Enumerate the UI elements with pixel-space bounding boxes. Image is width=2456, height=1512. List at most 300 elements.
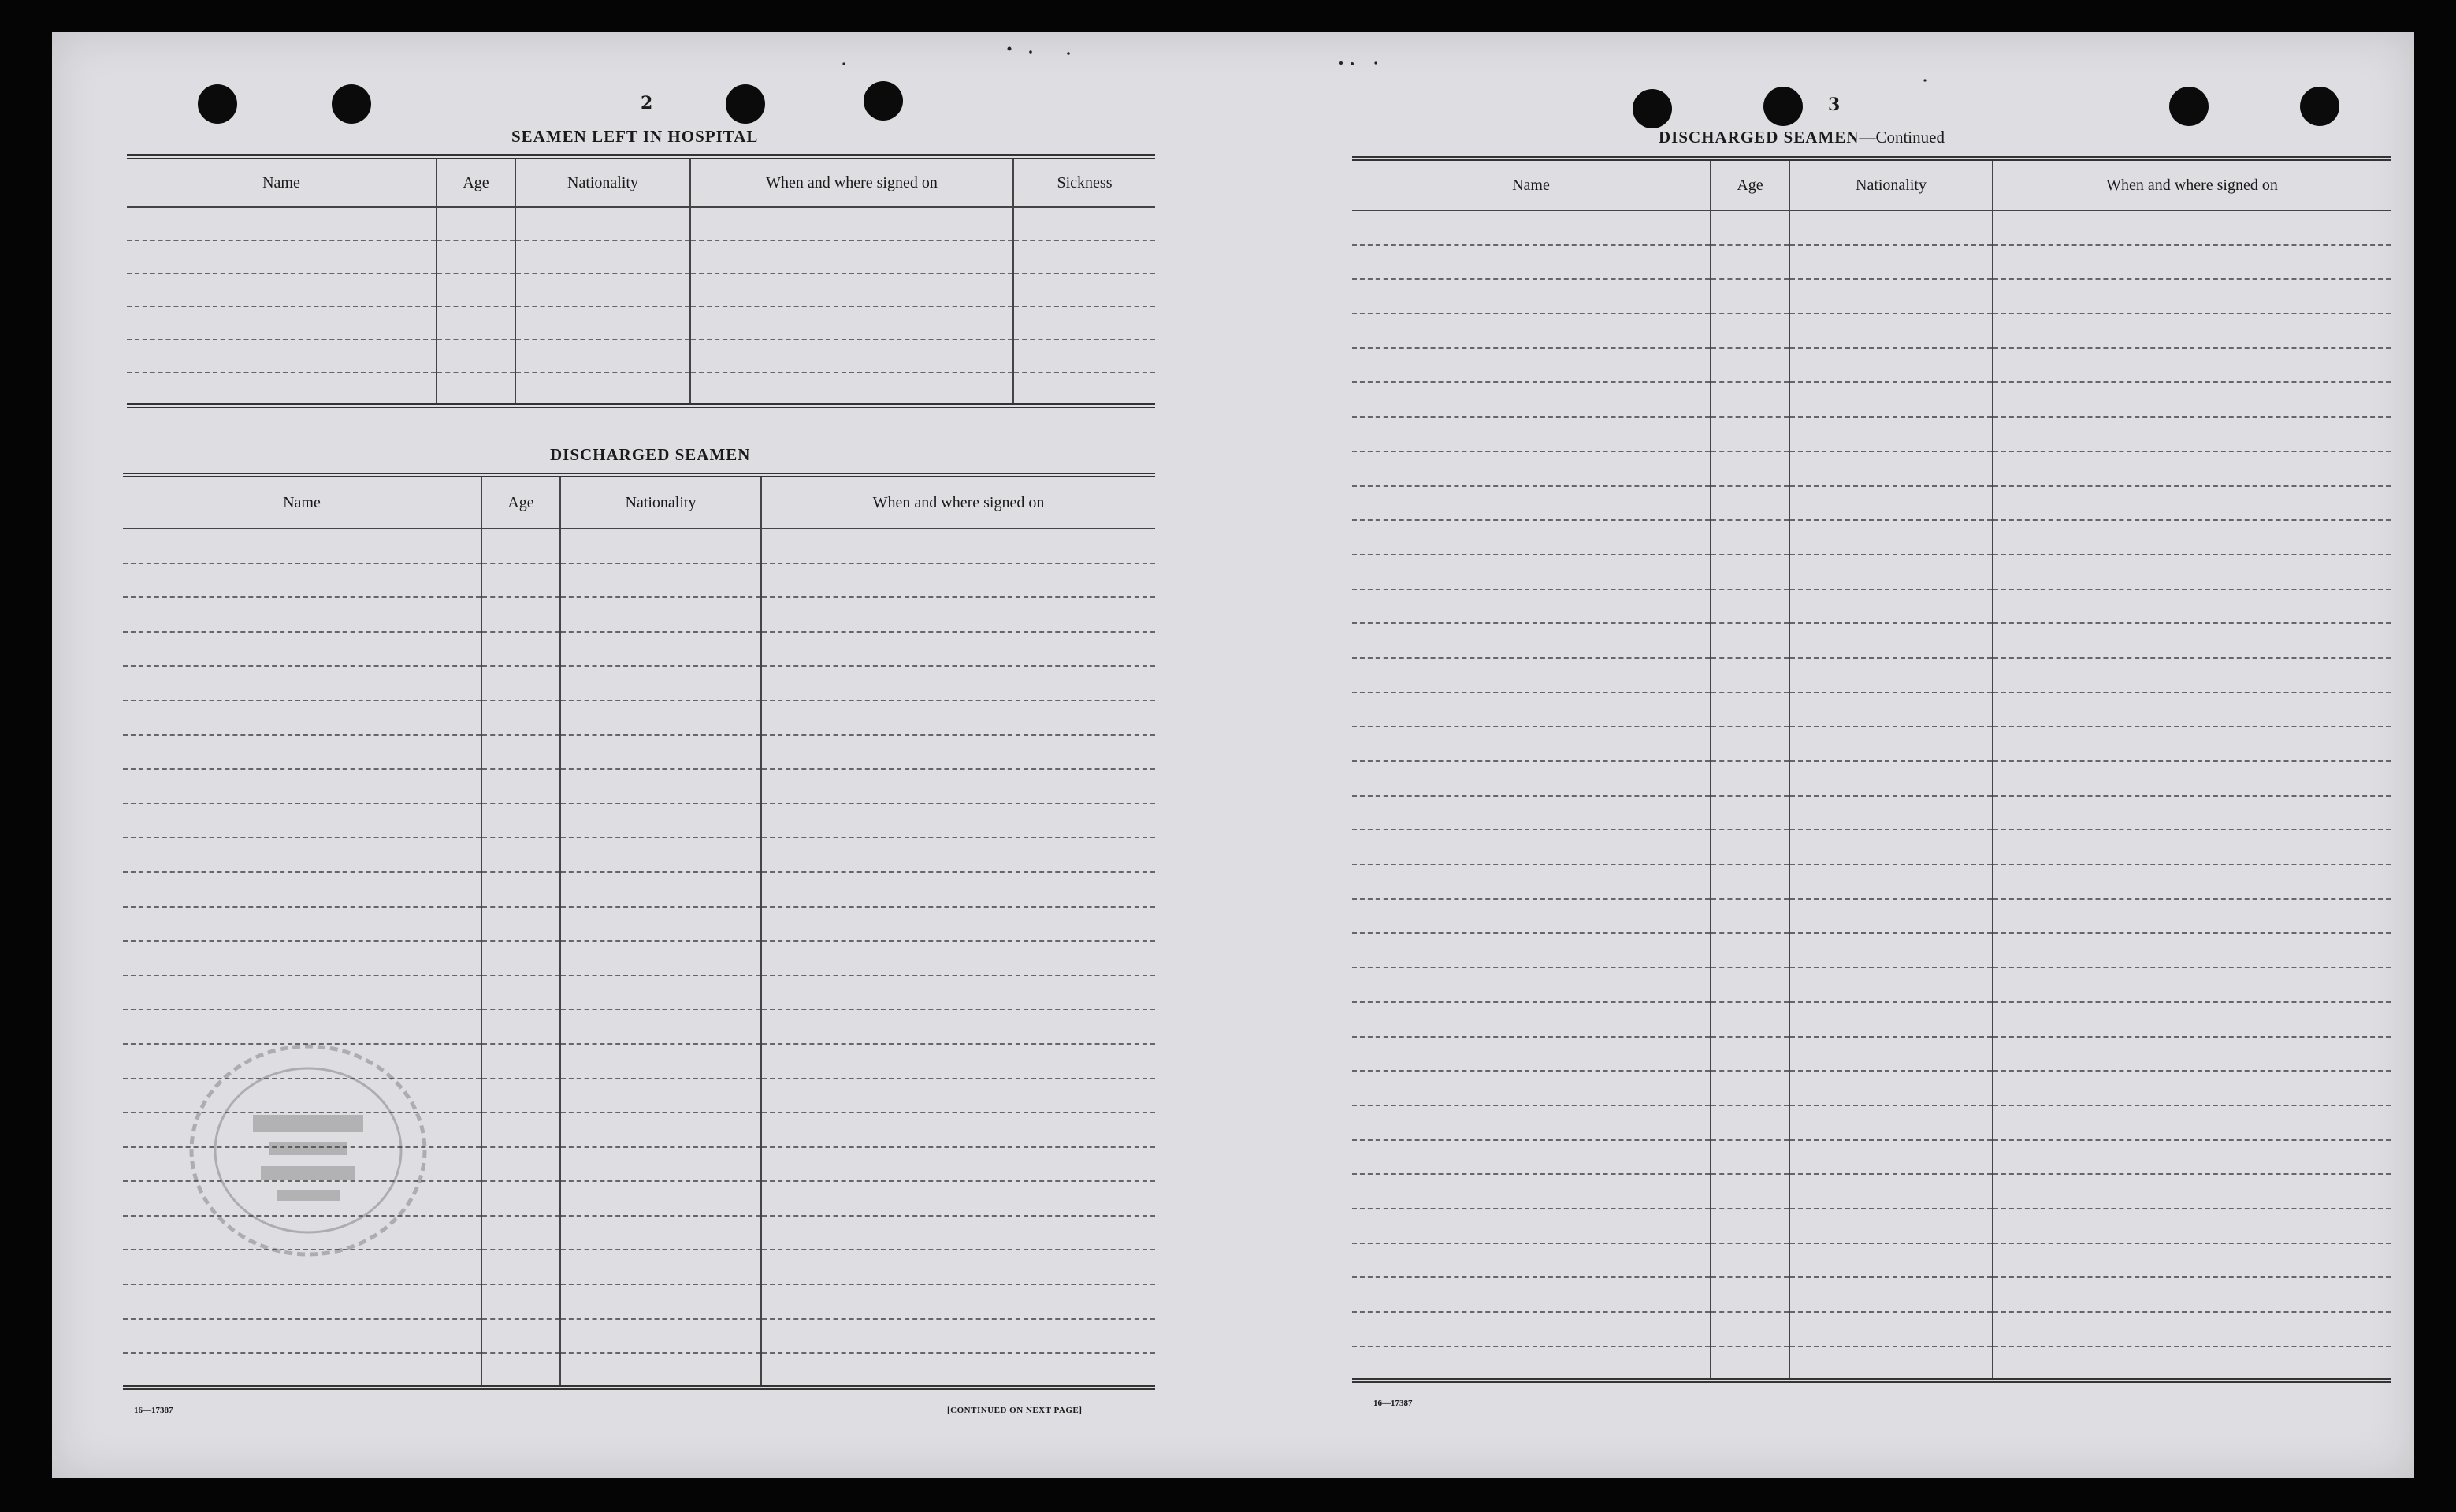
table-cell (1711, 1277, 1789, 1312)
table-cell (1352, 1277, 1711, 1312)
table-cell (560, 838, 761, 872)
table-cell (1352, 245, 1711, 280)
table-cell (1711, 348, 1789, 383)
table-cell (1352, 1071, 1711, 1105)
table-cell (481, 1079, 560, 1113)
table-cell (1352, 658, 1711, 693)
table-cell (761, 872, 1155, 907)
table-cell (1789, 1277, 1993, 1312)
table-cell (1711, 761, 1789, 796)
column-header-name: Name (123, 475, 481, 529)
table-cell (1352, 693, 1711, 727)
column-header-name: Name (1352, 158, 1711, 210)
table-cell (1352, 623, 1711, 658)
table-cell (123, 597, 481, 632)
table-cell (481, 1181, 560, 1216)
table-cell (1013, 306, 1155, 340)
table-cell (1711, 1243, 1789, 1278)
scanned-form-sheet (52, 32, 2414, 1478)
hospital-section-title: SEAMEN LEFT IN HOSPITAL (511, 127, 759, 146)
table-row (1352, 348, 2391, 383)
column-header-nationality: Nationality (515, 157, 690, 207)
table-cell (481, 666, 560, 700)
punch-hole (2169, 87, 2209, 126)
table-cell (123, 872, 481, 907)
table-cell (761, 563, 1155, 598)
table-cell (1352, 1140, 1711, 1175)
table-row (1352, 245, 2391, 280)
table-cell (127, 340, 437, 373)
table-cell (690, 373, 1013, 406)
table-cell (560, 1079, 761, 1113)
table-cell (1993, 1002, 2391, 1037)
table-cell (1711, 864, 1789, 899)
table-row (1352, 1174, 2391, 1209)
table-row (1352, 761, 2391, 796)
table-cell (1789, 968, 1993, 1002)
table-row (1352, 520, 2391, 555)
table-cell (127, 306, 437, 340)
table-cell (1993, 1174, 2391, 1209)
table-cell (1013, 207, 1155, 240)
table-row (1352, 658, 2391, 693)
table-row (1352, 796, 2391, 830)
table-cell (761, 1079, 1155, 1113)
table-cell (1993, 589, 2391, 624)
table-row (127, 373, 1155, 406)
page-number: 3 (1828, 95, 1841, 115)
table-cell (1711, 1312, 1789, 1347)
table-row (123, 666, 1155, 700)
table-row (1352, 1209, 2391, 1243)
table-cell (1711, 555, 1789, 589)
table-cell (1352, 1243, 1711, 1278)
table-cell (761, 1009, 1155, 1044)
table-cell (1789, 1174, 1993, 1209)
table-cell (1352, 1174, 1711, 1209)
table-cell (560, 1009, 761, 1044)
table-cell (1993, 451, 2391, 486)
punch-hole (864, 81, 903, 121)
table-cell (761, 1147, 1155, 1182)
table-row (123, 769, 1155, 804)
table-cell (761, 632, 1155, 667)
table-cell (560, 666, 761, 700)
table-cell (1789, 1105, 1993, 1140)
table-row (127, 273, 1155, 306)
table-cell (481, 1216, 560, 1250)
table-row (1352, 726, 2391, 761)
table-cell (1993, 658, 2391, 693)
table-row (123, 1284, 1155, 1319)
table-cell (1789, 210, 1993, 245)
table-cell (1352, 1347, 1711, 1381)
table-cell (761, 529, 1155, 563)
table-cell (481, 735, 560, 770)
table-cell (1993, 864, 2391, 899)
table-row (1352, 555, 2391, 589)
table-cell (1789, 348, 1993, 383)
table-header-row (123, 475, 1155, 529)
table-cell (437, 207, 515, 240)
table-cell (761, 1113, 1155, 1147)
table-cell (127, 240, 437, 273)
table-cell (1789, 726, 1993, 761)
table-cell (1711, 796, 1789, 830)
discharged-section-title: DISCHARGED SEAMEN (550, 445, 751, 464)
table-cell (1352, 1312, 1711, 1347)
table-row (123, 1319, 1155, 1354)
table-cell (123, 1009, 481, 1044)
table-row (123, 529, 1155, 563)
table-cell (1789, 830, 1993, 864)
table-cell (1352, 968, 1711, 1002)
table-cell (123, 838, 481, 872)
right-page (1281, 32, 2414, 1478)
table-cell (560, 1250, 761, 1284)
table-cell (127, 273, 437, 306)
table-row (1352, 1105, 2391, 1140)
table-row (123, 838, 1155, 872)
table-cell (1993, 314, 2391, 348)
table-row (123, 597, 1155, 632)
table-cell (1352, 451, 1711, 486)
left-page (52, 32, 1202, 1478)
table-cell (1789, 864, 1993, 899)
table-cell (1352, 555, 1711, 589)
table-cell (1993, 623, 2391, 658)
table-cell (560, 1113, 761, 1147)
table-cell (1993, 726, 2391, 761)
table-cell (761, 1250, 1155, 1284)
table-cell (1789, 1347, 1993, 1381)
table-row (1352, 1347, 2391, 1381)
table-cell (1789, 520, 1993, 555)
table-cell (1789, 555, 1993, 589)
table-cell (1993, 417, 2391, 451)
table-cell (123, 1353, 481, 1388)
table-cell (481, 1284, 560, 1319)
column-header-when-where: When and where signed on (1993, 158, 2391, 210)
table-row (1352, 623, 2391, 658)
table-row (127, 207, 1155, 240)
table-cell (515, 373, 690, 406)
table-cell (515, 306, 690, 340)
table-cell (560, 975, 761, 1010)
table-row (1352, 382, 2391, 417)
table-cell (1352, 830, 1711, 864)
table-cell (761, 1216, 1155, 1250)
table-cell (1352, 1002, 1711, 1037)
table-cell (437, 306, 515, 340)
table-cell (560, 1216, 761, 1250)
table-cell (560, 1181, 761, 1216)
table-row (1352, 1002, 2391, 1037)
table-cell (1789, 486, 1993, 521)
table-row (1352, 417, 2391, 451)
table-cell (1993, 1105, 2391, 1140)
table-cell (1993, 486, 2391, 521)
table-cell (1993, 1071, 2391, 1105)
table-cell (1789, 693, 1993, 727)
table-row (123, 563, 1155, 598)
table-cell (560, 1284, 761, 1319)
table-cell (1789, 1002, 1993, 1037)
table-cell (1711, 1037, 1789, 1072)
form-code: 16—17387 (1373, 1399, 1413, 1408)
table-row (123, 941, 1155, 975)
table-cell (481, 529, 560, 563)
table-cell (1711, 1140, 1789, 1175)
table-cell (560, 735, 761, 770)
table-cell (761, 838, 1155, 872)
table-cell (1711, 968, 1789, 1002)
table-cell (123, 1284, 481, 1319)
column-header-age: Age (1711, 158, 1789, 210)
section-title-text: DISCHARGED SEAMEN (1659, 128, 1860, 147)
table-cell (560, 1147, 761, 1182)
table-cell (1711, 279, 1789, 314)
page-number: 2 (641, 93, 653, 113)
column-header-sickness: Sickness (1013, 157, 1155, 207)
table-cell (1993, 279, 2391, 314)
table-cell (127, 373, 437, 406)
table-cell (1993, 1037, 2391, 1072)
faded-seal-stamp (186, 1040, 430, 1261)
table-cell (1789, 451, 1993, 486)
table-cell (1711, 314, 1789, 348)
table-cell (1711, 382, 1789, 417)
table-row (123, 1009, 1155, 1044)
table-cell (1352, 899, 1711, 934)
column-header-when-where: When and where signed on (761, 475, 1155, 529)
table-cell (123, 529, 481, 563)
table-cell (761, 1044, 1155, 1079)
table-cell (1789, 1037, 1993, 1072)
table-cell (1711, 693, 1789, 727)
discharged-continued-table (1352, 156, 2391, 1383)
table-cell (1711, 1105, 1789, 1140)
table-cell (1993, 933, 2391, 968)
table-cell (1013, 240, 1155, 273)
table-cell (560, 1044, 761, 1079)
table-cell (1993, 210, 2391, 245)
table-cell (515, 340, 690, 373)
table-cell (560, 1319, 761, 1354)
table-cell (1789, 1140, 1993, 1175)
table-cell (1993, 761, 2391, 796)
table-cell (481, 1113, 560, 1147)
table-cell (123, 975, 481, 1010)
continued-note: [CONTINUED ON NEXT PAGE] (947, 1406, 1083, 1415)
table-cell (761, 1319, 1155, 1354)
table-cell (1789, 417, 1993, 451)
table-cell (1993, 796, 2391, 830)
table-cell (1993, 245, 2391, 280)
table-cell (1711, 658, 1789, 693)
table-row (1352, 1277, 2391, 1312)
table-row (127, 340, 1155, 373)
table-cell (1352, 348, 1711, 383)
table-row (1352, 968, 2391, 1002)
table-row (123, 700, 1155, 735)
column-header-age: Age (437, 157, 515, 207)
table-cell (1352, 1037, 1711, 1072)
table-cell (481, 1044, 560, 1079)
table-cell (123, 632, 481, 667)
table-cell (690, 306, 1013, 340)
table-cell (1013, 340, 1155, 373)
table-row (123, 804, 1155, 838)
table-cell (1711, 1071, 1789, 1105)
table-cell (481, 700, 560, 735)
table-cell (560, 1353, 761, 1388)
table-cell (481, 1353, 560, 1388)
table-cell (1789, 279, 1993, 314)
table-cell (1711, 1209, 1789, 1243)
table-row (123, 632, 1155, 667)
table-cell (1993, 968, 2391, 1002)
table-cell (1789, 623, 1993, 658)
table-row (1352, 451, 2391, 486)
table-row (1352, 899, 2391, 934)
table-cell (481, 804, 560, 838)
table-cell (761, 804, 1155, 838)
table-cell (761, 700, 1155, 735)
table-cell (1711, 210, 1789, 245)
table-cell (123, 941, 481, 975)
table-cell (761, 907, 1155, 942)
table-cell (1789, 1071, 1993, 1105)
table-cell (1352, 279, 1711, 314)
table-cell (1352, 417, 1711, 451)
table-cell (123, 700, 481, 735)
table-cell (481, 838, 560, 872)
table-cell (560, 941, 761, 975)
table-row (1352, 933, 2391, 968)
table-cell (481, 769, 560, 804)
table-header-row (127, 157, 1155, 207)
table-cell (1352, 520, 1711, 555)
table-cell (437, 340, 515, 373)
table-cell (481, 1319, 560, 1354)
table-cell (515, 273, 690, 306)
table-cell (1993, 899, 2391, 934)
discharged-continued-title (1659, 128, 1945, 147)
table-row (1352, 1037, 2391, 1072)
table-row (1352, 314, 2391, 348)
table-cell (127, 207, 437, 240)
table-cell (1711, 1347, 1789, 1381)
table-cell (437, 240, 515, 273)
table-cell (690, 240, 1013, 273)
table-cell (481, 941, 560, 975)
table-row (127, 306, 1155, 340)
table-cell (1993, 1209, 2391, 1243)
table-cell (1993, 830, 2391, 864)
table-cell (481, 1250, 560, 1284)
table-cell (1352, 864, 1711, 899)
table-cell (761, 1284, 1155, 1319)
table-cell (123, 769, 481, 804)
table-cell (1352, 1209, 1711, 1243)
table-cell (1711, 245, 1789, 280)
table-cell (437, 273, 515, 306)
table-cell (1352, 589, 1711, 624)
table-row (1352, 486, 2391, 521)
table-cell (1993, 520, 2391, 555)
table-cell (1789, 589, 1993, 624)
table-cell (437, 373, 515, 406)
table-cell (1711, 451, 1789, 486)
punch-hole (2300, 87, 2339, 126)
table-cell (481, 1147, 560, 1182)
table-cell (1789, 796, 1993, 830)
table-cell (481, 907, 560, 942)
table-row (123, 735, 1155, 770)
table-cell (515, 207, 690, 240)
table-cell (1352, 210, 1711, 245)
table-cell (515, 240, 690, 273)
table-cell (1711, 726, 1789, 761)
table-cell (123, 666, 481, 700)
table-cell (1013, 273, 1155, 306)
form-code: 16—17387 (134, 1406, 173, 1415)
table-cell (1711, 589, 1789, 624)
punch-hole (1763, 87, 1803, 126)
table-row (1352, 1071, 2391, 1105)
table-cell (761, 597, 1155, 632)
table-cell (1993, 1277, 2391, 1312)
table-cell (1352, 382, 1711, 417)
column-header-when-where: When and where signed on (690, 157, 1013, 207)
punch-hole (726, 84, 765, 124)
table-cell (560, 563, 761, 598)
table-row (123, 1353, 1155, 1388)
table-cell (560, 529, 761, 563)
table-cell (481, 872, 560, 907)
table-cell (481, 975, 560, 1010)
table-cell (1993, 555, 2391, 589)
table-cell (1789, 245, 1993, 280)
table-row (1352, 830, 2391, 864)
continued-suffix: —Continued (1859, 128, 1945, 147)
table-cell (123, 907, 481, 942)
table-cell (1789, 314, 1993, 348)
table-cell (1993, 1312, 2391, 1347)
table-cell (560, 907, 761, 942)
column-header-name: Name (127, 157, 437, 207)
table-row (127, 240, 1155, 273)
table-cell (481, 563, 560, 598)
table-cell (1711, 520, 1789, 555)
table-cell (761, 769, 1155, 804)
table-cell (1789, 933, 1993, 968)
table-cell (1789, 761, 1993, 796)
table-row (123, 907, 1155, 942)
column-header-nationality: Nationality (1789, 158, 1993, 210)
table-cell (1789, 1243, 1993, 1278)
table-cell (1993, 693, 2391, 727)
table-cell (1993, 382, 2391, 417)
table-cell (1352, 726, 1711, 761)
table-cell (1711, 1174, 1789, 1209)
table-row (1352, 210, 2391, 245)
table-row (1352, 693, 2391, 727)
table-cell (1352, 486, 1711, 521)
table-cell (1711, 417, 1789, 451)
table-cell (1789, 658, 1993, 693)
